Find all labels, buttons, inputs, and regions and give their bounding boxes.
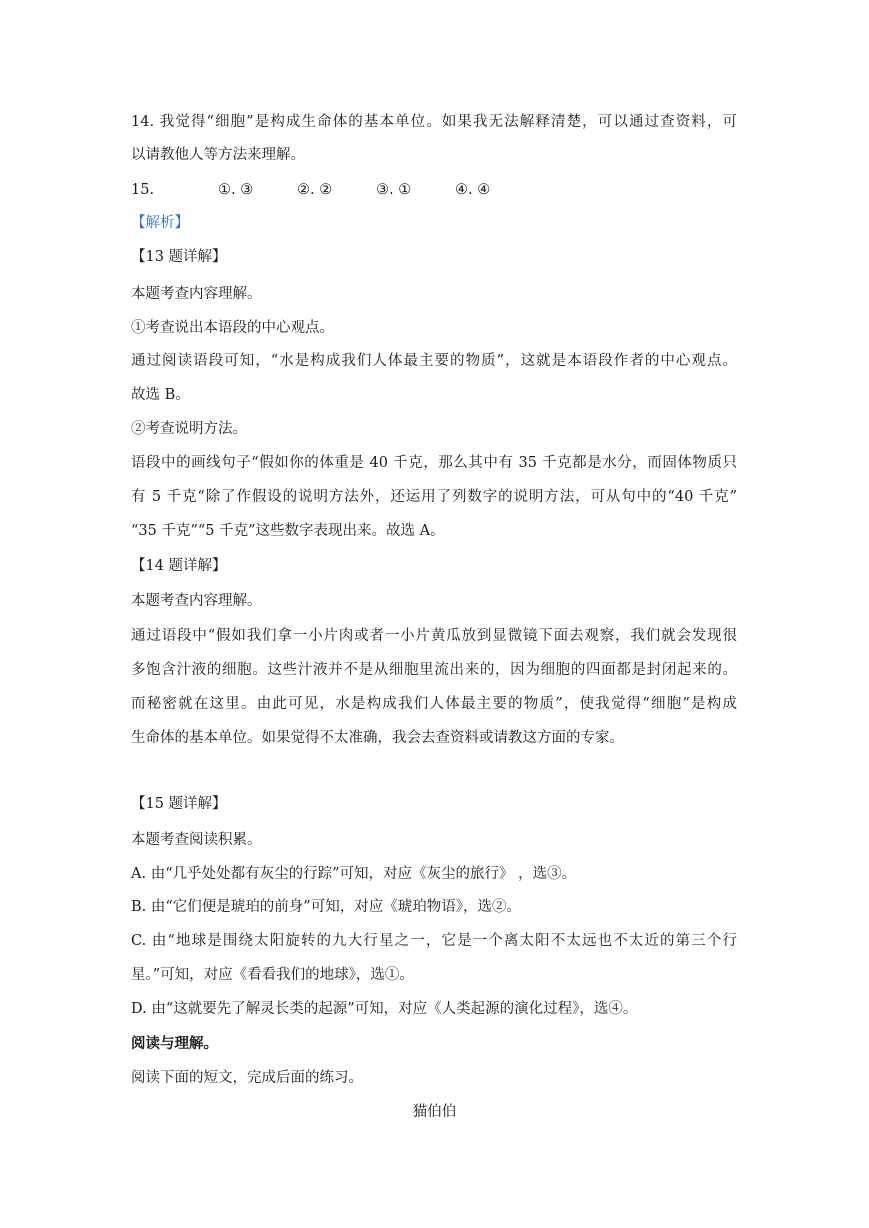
reading-instruction: 阅读下面的短文，完成后面的练习。 [131,1070,363,1086]
q15-answer-item: ①. ③ [218,182,254,198]
q14-detail-line-1: 通过语段中“假如我们拿一小片肉或者一小片黄瓜放到显微镜下面去观察，我们就会发现很 [131,628,737,644]
q14-detail-line-4: 生命体的基本单位。如果觉得不太准确，我会去查资料或请教这方面的专家。 [131,730,624,746]
q13-sub2-line-1: 语段中的画线句子“假如你的体重是 40 千克，那么其中有 35 千克都是水分，而固体物质只 [131,455,737,471]
q15-option-c-line-1: C. 由“地球是围绕太阳旋转的九大行星之一，它是一个离太阳不太远也不太近的第三个行 [131,933,737,949]
q15-option-b: B. 由“它们便是琥珀的前身”可知，对应《琥珀物语》，选②。 [131,899,521,915]
q13-sub2-line-2: 有 5 千克“除了作假设的说明方法外，还运用了列数字的说明方法，可从句中的“40 千克” [131,489,737,505]
q13-sub2-line-3: “35 千克”“5 千克”这些数字表现出来。故选 A。 [131,523,445,539]
q15-intro: 本题考查阅读积累。 [131,832,262,848]
q15-answer-item: ③. ① [376,182,412,198]
q15-detail-heading: 【15 题详解】 [131,796,227,812]
q13-sub1-text: 通过阅读语段可知，“水是构成我们人体最主要的物质”，这就是本语段作者的中心观点。 [131,353,737,369]
q15-answer-item: ④. ④ [455,182,491,198]
q13-intro: 本题考查内容理解。 [131,286,262,302]
q14-answer-line-2: 以请教他人等方法来理解。 [131,147,305,163]
q15-answer-item: ②. ② [297,182,333,198]
q14-detail-line-2: 多饱含汁液的细胞。这些汁液并不是从细胞里流出来的，因为细胞的四面都是封闭起来的。 [131,662,737,678]
q14-intro: 本题考查内容理解。 [131,593,262,609]
q15-answer [131,180,507,200]
analysis-label: 【解析】 [131,215,189,231]
reading-section-title: 阅读与理解。 [131,1036,218,1052]
q14-detail-line-3: 而秘密就在这里。由此可见，水是构成我们人体最主要的物质”，使我觉得“细胞”是构成 [131,696,737,712]
q13-sub1-heading: ①考查说出本语段的中心观点。 [131,320,334,336]
story-title: 猫伯伯 [412,1104,457,1120]
q13-sub2-heading: ②考查说明方法。 [131,421,247,437]
q13-sub1-answer: 故选 B。 [131,387,190,403]
q14-detail-heading: 【14 题详解】 [131,558,227,574]
q15-answer-number: 15. [131,182,155,198]
q14-answer-line-1: 14. 我觉得“细胞”是构成生命体的基本单位。如果我无法解释清楚，可以通过查资料，可 [131,114,737,130]
q15-option-d: D. 由“这就要先了解灵长类的起源”可知，对应《人类起源的演化过程》，选④。 [131,1001,638,1017]
q15-option-c-line-2: 星。”可知，对应《看看我们的地球》，选①。 [131,967,414,983]
q13-detail-heading: 【13 题详解】 [131,249,227,265]
q15-option-a: A. 由“几乎处处都有灰尘的行踪”可知，对应《灰尘的旅行》 ，选③。 [131,866,577,882]
